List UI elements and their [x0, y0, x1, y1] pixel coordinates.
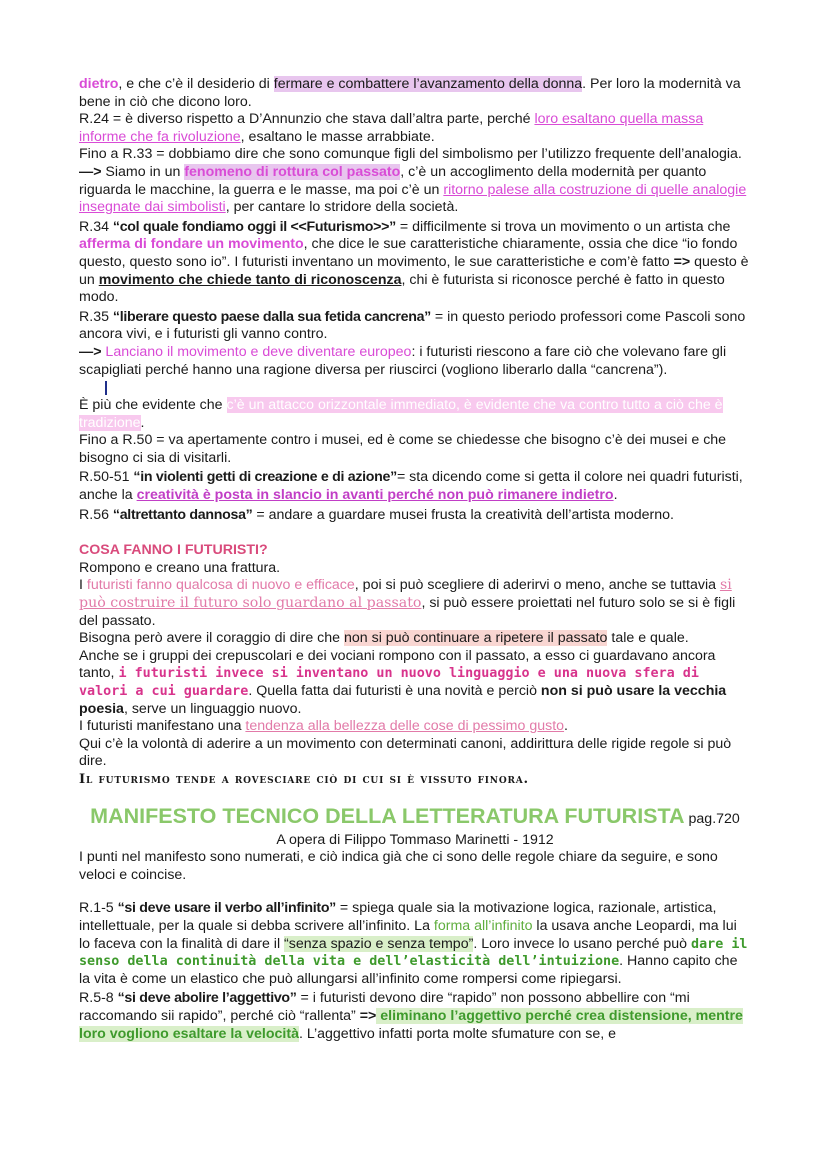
text: . Quella fatta dai futuristi è una novità e perciò: [248, 683, 541, 699]
text: , si può essere proiettati nel futuro solo se si è figli del passato.: [79, 595, 736, 629]
underline-analogie: ritorno palese alla costruzione di quelle analogie insegnate dai simbolisti: [79, 181, 747, 216]
highlight-afferma: afferma di fondare un movimento: [79, 236, 304, 253]
text: Fino a R.50 = va apertamente contro i musei, ed è come se chiedesse che bisogno c’è dei musei e che bisogno ci sia di visitarli.: [79, 432, 727, 466]
text: = in questo periodo professori come Pascoli sono ancora vivi, e i futuristi gli vanno contro.: [79, 308, 746, 343]
paragraph-infinito: [79, 900, 751, 988]
text: Fino a R.33 = dobbiamo dire che sono comunque figli del simbolismo per l’utilizzo frequente dell’analogia.: [79, 146, 742, 163]
text: .: [613, 487, 618, 504]
text: .: [564, 718, 568, 735]
manifesto-intro: I punti nel manifesto sono numerati, e ciò indica già che ci sono delle regole chiare da seguire, e sono veloci e coincise.: [79, 849, 718, 883]
text: = andare a guardare musei frusta la creatività dell’artista moderno.: [252, 506, 674, 523]
quote-fondiamo: “col quale fondiamo oggi il <<Futurismo>>”: [112, 218, 396, 235]
paragraph-r35: [79, 309, 751, 344]
manifesto-subtitle: A opera di Filippo Tommaso Marinetti - 1912: [276, 831, 554, 848]
highlight-attacco: c’è un attacco orizzontale immediato, è evidente che va contro tutto a ciò che è tradizione: [79, 397, 723, 431]
paragraph-attacco: [79, 397, 751, 432]
line-rovesciare: Il futurismo tende a rovesciare ciò di cui si è vissuto finora.: [79, 771, 529, 787]
keyword-dietro: dietro: [79, 76, 119, 92]
text: tale e quale.: [607, 630, 689, 647]
bold-vecchia-poesia: non si può usare la vecchia poesia: [79, 683, 727, 717]
paragraph-lanciano: [79, 344, 751, 379]
paragraph-r50: [79, 432, 751, 467]
text: Bisogna però avere il coraggio di dire che: [79, 630, 344, 647]
text: = spiega quale sia la motivazione logica, razionale, artistica, intellettuale, per la quale si debba scrivere all’infinito. La: [79, 900, 717, 934]
text: la usava anche Leopardi, ma lui lo faceva con la finalità di dare il: [79, 917, 737, 952]
arrow: —>: [79, 343, 102, 360]
text: R.56: [79, 506, 113, 523]
text: R.24 = è diverso rispetto a D’Annunzio che stava dall’altra parte, perché: [79, 111, 535, 128]
text: . Loro invece lo usano perché può: [473, 935, 692, 952]
text: , che dice le sue caratteristiche chiaramente, ossia che dice “io fondo questo, questo sono io”. I futuristi inventano un movimento, le sue caratteristiche e com’è fatto: [79, 236, 738, 270]
text: = sta dicendo come si getta il colore nei quadri futuristi, anche la: [79, 469, 743, 504]
pink-linguaggio: i futuristi invece si inventano un nuovo linguaggio e una nuova sfera di valori a cui guardare: [79, 666, 699, 699]
text: : i futuristi riescono a fare ciò che volevano fare gli scapigliati perché hanno una ragione diversa per riuscirci (vogliono liberarlo dalla “cancrena”).: [79, 343, 727, 378]
text: R.50-51: [79, 469, 134, 486]
underline-futuro: si può costruire il futuro solo guardano al passato: [79, 577, 732, 612]
text: I futuristi manifestano una: [79, 718, 246, 735]
quote-aggettivo: “si deve abolire l’aggettivo”: [117, 990, 297, 1007]
highlight-ripetere: non si può continuare a ripetere il passato: [344, 630, 608, 647]
text: È più che evidente che: [79, 397, 227, 414]
arrow: —>: [79, 163, 102, 180]
text: R.35: [79, 308, 113, 325]
paragraph-r24: [79, 111, 751, 146]
highlight-elimina-aggettivo: eliminano l’aggettivo perché crea distensione, mentre loro vogliono esaltare la velocità: [79, 1007, 743, 1042]
paragraph-tendenza: [79, 718, 751, 736]
text: = i futuristi devono dire “rapido” non possono abbellire con “mi raccomando sii rapido”, perché ciò “rallenta”: [79, 990, 690, 1024]
underline-tendenza: tendenza alla bellezza delle cose di pessimo gusto: [245, 718, 565, 735]
pink-futuristi: futuristi fanno qualcosa di nuovo e efficace: [86, 577, 355, 594]
text: . Hanno capito che la vita è come un elastico che può allungarsi all’infinito come rompersi come ripiegarsi.: [79, 953, 738, 987]
text: . L’aggettivo infatti porta molte sfumature con se, e: [298, 1025, 617, 1042]
text: , c’è un accoglimento della modernità per quanto riguarda le macchine, la guerra e le masse, ma poi c’è un: [79, 163, 707, 198]
arrow: =>: [359, 1007, 377, 1024]
paragraph-r34: [79, 219, 751, 307]
quote-getti: “in violenti getti di creazione e di azione”: [133, 469, 397, 486]
highlight-donna: fermare e combattere l’avanzamento della donna: [273, 76, 583, 92]
highlight-lanciano: Lanciano il movimento e deve diventare europeo: [101, 343, 412, 360]
text: , e che c’è il desiderio di: [118, 76, 274, 92]
text: , serve un linguaggio nuovo.: [123, 700, 302, 717]
text: questo è un: [79, 253, 749, 288]
line-rompono: Rompono e creano una frattura.: [79, 559, 281, 576]
quote-dannosa: “altrettanto dannosa”: [112, 506, 253, 523]
underline-masse: loro esaltano quella massa informe che fa rivoluzione: [79, 111, 704, 145]
text: I: [79, 577, 87, 594]
underline-riconoscenza: movimento che chiede tanto di riconoscenza: [98, 271, 402, 288]
text: = difficilmente si trova un movimento o un artista che: [395, 218, 731, 235]
text-cursor: [105, 381, 107, 395]
paragraph-aggettivo: [79, 990, 751, 1043]
manifesto-heading: [79, 803, 751, 832]
text: R.1-5: [79, 900, 118, 917]
paragraph-coraggio: [79, 630, 751, 648]
arrow: =>: [673, 253, 691, 270]
text: R.5-8: [79, 990, 118, 1007]
page-ref: pag.720: [688, 810, 740, 827]
paragraph-r50-51: [79, 469, 751, 504]
green-forma: forma all’infinito: [433, 917, 533, 934]
paragraph-volonta: Qui c’è la volontà di aderire a un movimento con determinati canoni, addirittura delle rigide regole si può dire.: [79, 735, 732, 770]
text: , poi si può scegliere di aderirvi o meno, anche se tuttavia: [354, 577, 720, 594]
highlight-creativita: creatività è posta in slancio in avanti perché non può rimanere indietro: [136, 487, 614, 504]
paragraph-r33: [79, 146, 751, 216]
paragraph-donna: [79, 76, 751, 111]
paragraph-r56: [79, 507, 751, 525]
green-continuita: dare il senso della continuità della vita e dell’elasticità dell’intuizione: [79, 936, 748, 970]
section-title-cosa-fanno: COSA FANNO I FUTURISTI?: [79, 542, 268, 559]
quote-infinito: “si deve usare il verbo all’infinito”: [117, 900, 336, 917]
highlight-senza-spazio: “senza spazio e senza tempo”: [284, 935, 474, 952]
text: .: [140, 414, 145, 431]
spacer: [79, 524, 751, 540]
spacer: [79, 884, 751, 900]
text: , per cantare lo stridore della società.: [225, 199, 459, 216]
manifesto-title: MANIFESTO TECNICO DELLA LETTERATURA FUTURISTA: [90, 803, 685, 828]
text: Anche se i gruppi dei crepuscolari e dei vociani rompono con il passato, a esso ci guardavano ancora tanto,: [79, 647, 716, 682]
text: . Per loro la modernità va bene in ciò che dicono loro.: [79, 76, 741, 110]
document-page: [79, 76, 751, 1043]
text: R.34: [79, 218, 113, 235]
paragraph-nuovo: [79, 577, 751, 630]
text: Siamo in un: [101, 163, 185, 180]
quote-liberare: “liberare questo paese dalla sua fetida cancrena”: [112, 308, 431, 325]
text: , chi è futurista si riconosce perché è fatto in questo modo.: [79, 271, 725, 306]
text: , esaltano le masse arrabbiate.: [240, 128, 435, 145]
paragraph-crepuscolari: [79, 648, 751, 718]
highlight-rottura: fenomeno di rottura col passato: [184, 163, 401, 180]
